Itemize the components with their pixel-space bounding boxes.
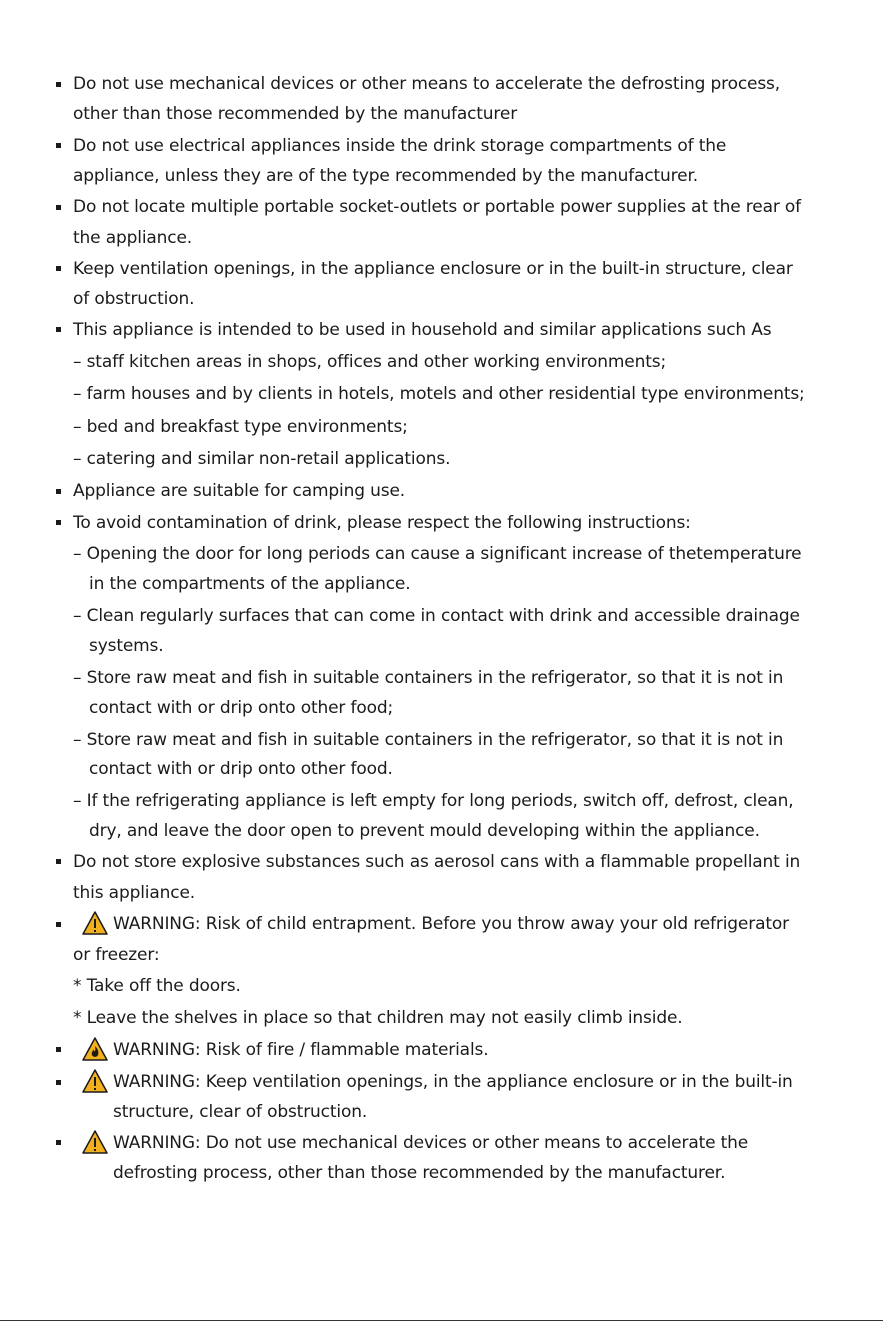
- fire-warning-triangle-icon: [82, 1037, 108, 1061]
- warning-triangle-icon: [82, 911, 108, 935]
- text-line: dry, and leave the door open to prevent mould developing within the appliance.: [89, 821, 760, 841]
- warning-triangle-icon: [82, 1069, 108, 1093]
- bullet: [56, 143, 61, 148]
- text-line: or freezer:: [73, 945, 160, 965]
- text-line: appliance, unless they are of the type recommended by the manufacturer.: [73, 166, 698, 186]
- text-line: – bed and breakfast type environments;: [73, 417, 408, 437]
- text-line: Do not use electrical appliances inside the drink storage compartments of the: [73, 136, 727, 156]
- bullet: [56, 1047, 61, 1052]
- text-line: the appliance.: [73, 228, 193, 248]
- text-line: defrosting process, other than those recommended by the manufacturer.: [113, 1163, 726, 1183]
- text-line: contact with or drip onto other food;: [89, 698, 394, 718]
- text-line: WARNING: Do not use mechanical devices or other means to accelerate the: [113, 1133, 749, 1153]
- text-line: WARNING: Risk of child entrapment. Before you throw away your old refrigerator: [113, 914, 789, 934]
- text-line: – Clean regularly surfaces that can come in contact with drink and accessible drainage: [73, 606, 800, 626]
- text-line: other than those recommended by the manufacturer: [73, 104, 518, 124]
- text-line: – Store raw meat and fish in suitable containers in the refrigerator, so that it is not in: [73, 668, 784, 688]
- text-line: * Leave the shelves in place so that children may not easily climb inside.: [73, 1008, 683, 1028]
- text-line: – staff kitchen areas in shops, offices and other working environments;: [73, 352, 667, 372]
- warning-triangle-icon: [82, 1130, 108, 1154]
- text-line: Appliance are suitable for camping use.: [73, 481, 406, 501]
- text-line: To avoid contamination of drink, please respect the following instructions:: [73, 513, 691, 533]
- text-line: – Store raw meat and fish in suitable containers in the refrigerator, so that it is not in: [73, 730, 784, 750]
- text-line: This appliance is intended to be used in household and similar applications such As: [73, 320, 772, 340]
- bullet: [56, 266, 61, 271]
- text-line: Do not locate multiple portable socket-outlets or portable power supplies at the rear of: [73, 197, 802, 217]
- text-line: Do not use mechanical devices or other means to accelerate the defrosting process,: [73, 74, 780, 94]
- page-bottom-rule: [0, 1320, 883, 1321]
- bullet: [56, 922, 61, 927]
- text-line: WARNING: Risk of fire / flammable materials.: [113, 1040, 489, 1060]
- bullet: [56, 1140, 61, 1145]
- bullet: [56, 327, 61, 332]
- text-line: – Opening the door for long periods can cause a significant increase of thetemperature: [73, 544, 802, 564]
- text-line: – If the refrigerating appliance is left empty for long periods, switch off, defrost, clean,: [73, 791, 794, 811]
- bullet: [56, 82, 61, 87]
- text-line: systems.: [89, 636, 164, 656]
- text-line: Keep ventilation openings, in the appliance enclosure or in the built-in structure, clear: [73, 259, 793, 279]
- text-line: this appliance.: [73, 883, 196, 903]
- text-line: – farm houses and by clients in hotels, motels and other residential type environments;: [73, 384, 805, 404]
- bullet: [56, 205, 61, 210]
- text-line: structure, clear of obstruction.: [113, 1102, 368, 1122]
- text-line: in the compartments of the appliance.: [89, 574, 411, 594]
- text-line: – catering and similar non-retail applications.: [73, 449, 451, 469]
- text-line: * Take off the doors.: [73, 976, 241, 996]
- bullet: [56, 1080, 61, 1085]
- bullet: [56, 489, 61, 494]
- bullet: [56, 520, 61, 525]
- bullet: [56, 859, 61, 864]
- text-line: contact with or drip onto other food.: [89, 759, 393, 779]
- text-line: of obstruction.: [73, 289, 195, 309]
- text-line: Do not store explosive substances such as aerosol cans with a flammable propellant in: [73, 852, 801, 872]
- text-line: WARNING: Keep ventilation openings, in the appliance enclosure or in the built-in: [113, 1072, 793, 1092]
